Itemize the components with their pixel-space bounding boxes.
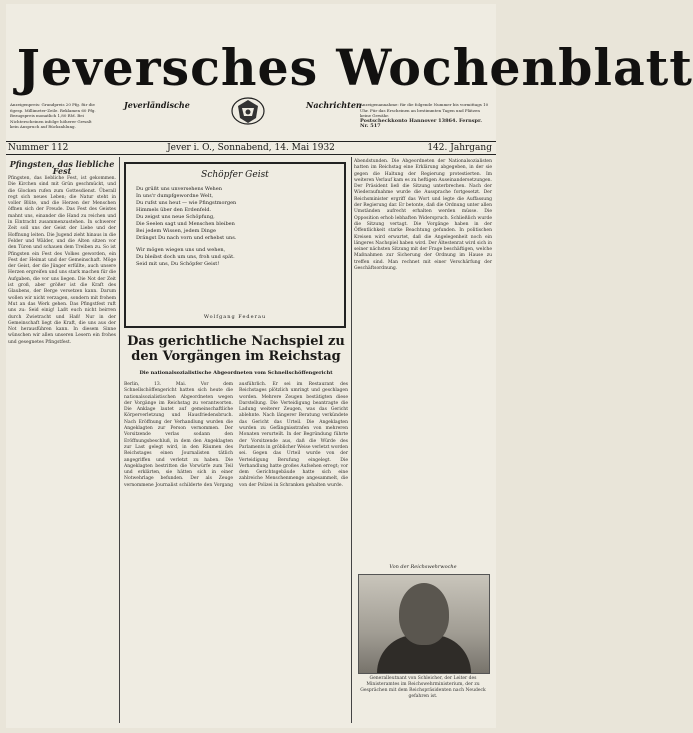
notice-right-contact: Postscheckkonto Hannover 13864. Fernspr. Nr. 517 xyxy=(360,117,482,129)
photo-description: Generalleutnant von Schleicher, der Leiter des Ministeramtes im Reichswehrministerium, der zu Gesprächen mit dem Reichspräsidenten nach Neudeck gefahren ist. xyxy=(360,676,486,699)
notice-right xyxy=(360,102,492,130)
poem-line: Bei jedem Wissen, jedem Dinge xyxy=(136,228,216,234)
newspaper-title: Jeversches Wochenblatt xyxy=(16,38,693,97)
poem-line: Seid mit uns, Du Schöpfer Geist! xyxy=(136,261,220,267)
newspaper-page xyxy=(6,4,693,728)
photo-caption: Von der Reichswehrwoche xyxy=(389,564,457,570)
notice-right-text: Anzeigenannahme: für die folgende Nummer bis vormittags 10 Uhr. Für das Erscheinen an bestimmten Tagen und Plätzen keine Gewähr. xyxy=(360,102,489,118)
poem-line: Du zeigst uns neue Schöpfung, xyxy=(136,214,215,220)
poem-author: Wolfgang Federau xyxy=(203,314,267,320)
notice-left: Anzeigenpreis: Grundpreis 20 Pfg. für die 6gesp. Millimeter-Zeile. Reklamen 60 Pfg. Bezugspreis monatlich 1,80 RM. Bei Nichterscheinen infolge höherer Gewalt kein Anspruch auf Rückzahlung. xyxy=(10,102,96,129)
poem-line: In uns'r dumpfgewordne Welt, xyxy=(136,193,214,199)
subtitle-left: Jeverländische xyxy=(124,100,190,110)
poem-line: Du grüßt uns unversehens Wehen xyxy=(136,186,222,192)
poem-line: Die Seelen sagt und Menschen bleiben xyxy=(136,221,235,227)
photo-figure-head xyxy=(399,583,449,645)
column-rule xyxy=(351,157,352,723)
issue-date: Jever i. O., Sonnabend, 14. Mai 1932 xyxy=(167,143,335,153)
article-heading: Pfingsten, das liebliche Fest xyxy=(9,159,115,176)
column-rule xyxy=(119,157,120,723)
article-body-center: Berlin, 13. Mai. Vor dem Schnellschöffengericht hatten sich heute die nationalsozialistischen Abgeordneten wegen der Vorgänge im Reichstag zu verantworten. Die Anklage lautet auf gemeinschaftliche Körperverletzung und Hausfriedensbruch. Nach Eröffnung der Verhandlung wurden die Angeklagten zur Person vernommen. Der Vorsitzende verlas sodann den Eröffnungsbeschluß, in dem den Angeklagten zur Last gelegt wird, in den Räumen des Reichstages einen Journalisten tätlich angegriffen und verletzt zu haben. Die Angeklagten bestritten die Vorwürfe zum Teil und erklärten, sie hätten sich in einer Notwehrlage befunden. Der als Zeuge vernommene Journalist schilderte den Vorgang ausführlich. Er sei im Restaurant des Reichstages plötzlich umringt und geschlagen worden. Mehrere Zeugen bestätigten diese Darstellung. Die Verteidigung beantragte die Ladung weiterer Zeugen, was das Gericht ablehnte. Nach längerer Beratung verkündete das Gericht das Urteil. Die Angeklagten wurden zu Gefängnisstrafen von mehreren Monaten verurteilt. In der Begründung führte der Vorsitzende aus, daß die Würde des Parlaments in gröblicher Weise verletzt worden sei. Gegen das Urteil wurde von der Verteidigung Berufung eingelegt. Die Verhandlung hatte großes Aufsehen erregt; vor dem Gerichtsgebäude hatte sich eine zahlreiche Menschenmenge angesammelt, die von der Polizei in Schranken gehalten wurde. xyxy=(124,382,348,488)
coat-of-arms-icon xyxy=(228,96,268,126)
subtitle-right: Nachrichten xyxy=(306,100,362,110)
masthead xyxy=(6,4,693,139)
article-body-left: Pfingsten, das liebliche Fest, ist gekommen. Die Kirchen sind mit Grün geschmückt, und die Glocken rufen zum Gottesdienst. Überall regt sich neues Leben; die Natur steht in voller Blüte, und die Herzen der Menschen öffnen sich der Freude. Das Fest des Geistes mahnt uns, einander die Hand zu reichen und in Eintracht zusammenzustehen. In schwerer Zeit soll uns der Geist der Liebe und der Hoffnung leiten. Die Jugend zieht hinaus in die Felder und Wälder, und die Alten sitzen vor den Türen und schauen dem Treiben zu. So ist Pfingsten ein Fest des Volkes geworden, ein Fest der Heimat und der Gemeinschaft. Möge der Geist, der die Jünger erfüllte, auch unsere Herzen ergreifen und uns stark machen für die Aufgaben, die vor uns liegen. Die Not der Zeit ist groß, aber größer ist die Kraft des Glaubens, der Berge versetzen kann. Darum wollen wir nicht verzagen, sondern mit frohem Mut an das Werk gehen. Das Pfingstfest ruft uns zu: Seid einig! Laßt euch nicht beirren durch Zwietracht und Haß! Nur in der Gemeinschaft liegt die Kraft, die uns aus der Not herausführen kann. In diesem Sinne wünschen wir allen unseren Lesern ein frohes und gesegnetes Pfingstfest. xyxy=(8,176,116,345)
poem-line: Wir mögen wiegen uns und wehen, xyxy=(136,247,226,253)
headline-deck: Die nationalsozialistische Abgeordneten vom Schnellschöffengericht xyxy=(139,370,333,376)
issue-number: Nummer 112 xyxy=(8,143,69,153)
poem-line: Du rufst uns heut — wie Pfingstmorgen xyxy=(136,200,237,206)
main-headline: Das gerichtliche Nachspiel zu den Vorgängen im Reichstag xyxy=(127,334,345,364)
volume-year: 142. Jahrgang xyxy=(427,143,492,153)
portrait-photo xyxy=(358,574,490,674)
article-body-right: Abendstunden. Die Abgeordneten der Nationalsozialisten hatten im Reichstag eine Erklärung abgegeben, in der sie gegen die Haltung der Regierung protestierten. Im weiteren Verlauf kam es zu heftigen Auseinandersetzungen. Der Präsident ließ die Sitzung unterbrechen. Nach der Wiederaufnahme wurde die Aussprache fortgesetzt. Der Reichsminister ergriff das Wort und legte die Auffassung der Regierung dar. Er betonte, daß die Ordnung unter allen Umständen aufrecht erhalten werden müsse. Die Opposition erhob lebhaften Widerspruch. Schließlich wurde die Sitzung vertagt. Die Vorgänge haben in der Öffentlichkeit starke Beachtung gefunden. In politischen Kreisen wird erwartet, daß die Angelegenheit noch ein längeres Nachspiel haben wird. Der Ältestenrat wird sich in seiner nächsten Sitzung mit der Frage beschäftigen, welche Maßnahmen zur Sicherung der Ordnung im Hause zu treffen sind. Man rechnet mit einer Verschärfung der Geschäftsordnung. xyxy=(354,159,492,272)
poem-line: Du bleibst doch um uns, froh und spät. xyxy=(136,254,235,260)
poem-line: Drängst Du nach vorn und erhebst uns. xyxy=(136,235,237,241)
dateline xyxy=(6,141,496,155)
poem-lines xyxy=(136,186,334,268)
poem-box xyxy=(124,162,346,328)
poem-line: Himmels über den Erdenfeld. xyxy=(136,207,212,213)
poem-title: Schöpfer Geist xyxy=(201,170,269,180)
